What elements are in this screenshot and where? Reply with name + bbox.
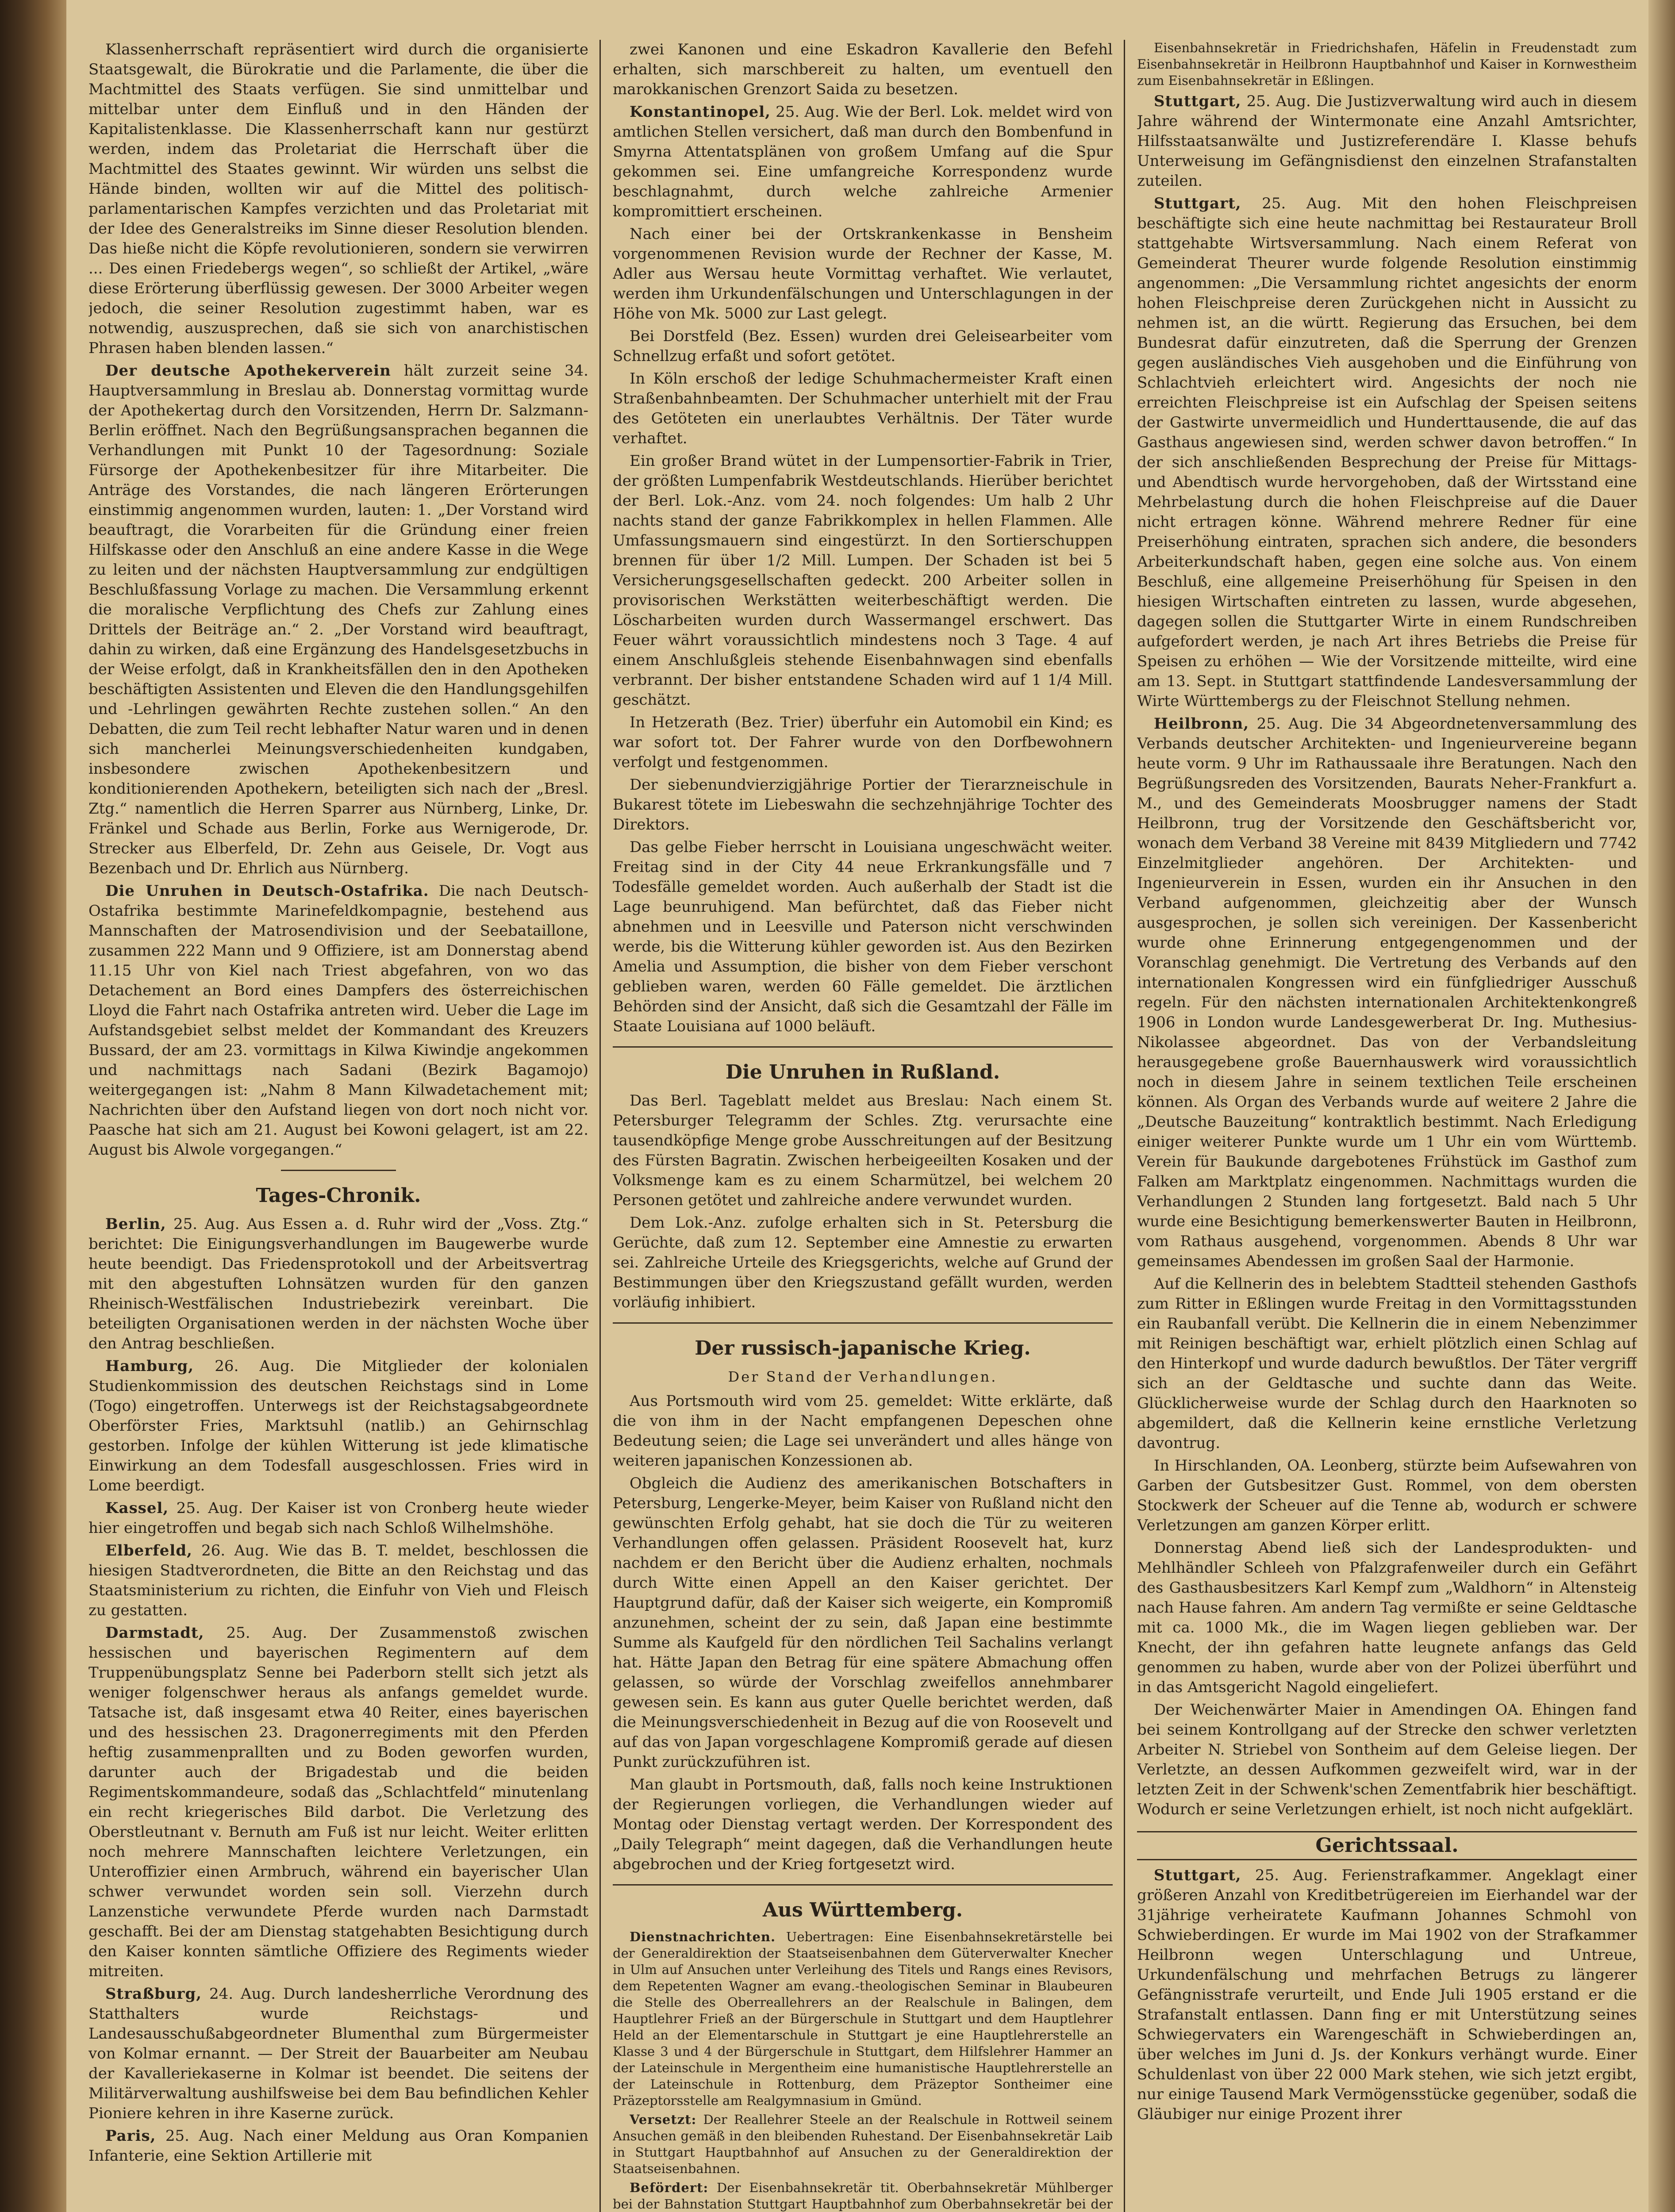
article-paragraph [613, 451, 1113, 710]
article-text: Eisenbahnsekretär in Friedrichshafen, Häfelin in Freudenstadt zum Eisenbahnsekretär in Heilbronn Hauptbahnhof und Kaiser in Kornwestheim zum Eisenbahnsekretär in Eßlingen. [1137, 40, 1637, 88]
article-paragraph [1137, 194, 1637, 711]
article-text: 25. Aug. Ferienstrafkammer. Angeklagt einer größeren Anzahl von Kreditbetrügereien im Eierhandel war der 31jährige verheiratete Kaufmann Johannes Schmohl von Schwieberdingen. Er wurde im Mai 1902 von der Strafkammer Heilbronn wegen Unterschlagung und Untreue, Urkundenfälschung und mehrfachen Betrugs zu längerer Gefängnisstrafe verurteilt, und Ende Juli 1905 erstand er die Strafanstalt entlassen. Dann fing er mit Unterstützung seines Schwiegervaters ein Warengeschäft in Schwieberdingen an, über welches im Juni d. Js. der Konkurs verhängt wurde. Einer Schuldenlast von über 22 000 Mark stehen, wie sich jetzt ergibt, nur einige Tausend Mark Vermögensstücke gegenüber, sodaß die Gläubiger nur einige Prozent ihrer [1137, 1866, 1637, 2123]
book-spine [0, 0, 66, 2212]
article-paragraph [88, 1984, 588, 2124]
article-paragraph [88, 361, 588, 879]
article-lead: Stuttgart, [1154, 92, 1241, 110]
article-lead: Hamburg, [105, 1357, 194, 1375]
article-text: In Köln erschoß der ledige Schuhmachermeister Kraft einen Straßenbahnbeamten. Der Schuhmacher unterhielt mit der Frau des Getöteten ein unerlaubtes Verhältnis. Der Täter wurde verhaftet. [613, 370, 1113, 447]
column-3 [1137, 40, 1637, 2212]
article-lead: Stuttgart, [1154, 1866, 1241, 1884]
section-divider [613, 1322, 1113, 1324]
article-text: In Hetzerath (Bez. Trier) überfuhr ein Automobil ein Kind; es war sofort tot. Der Fahrer wurde von den Dorfbewohnern verfolgt und festgenommen. [613, 714, 1113, 771]
article-paragraph [1137, 1700, 1637, 1820]
article-text: hält zurzeit seine 34. Hauptversammlung in Breslau ab. Donnerstag vormittag wurde der Apothekertag durch den Vorsitzenden, Herrn Dr. Salzmann-Berlin eröffnet. Nach den Begrüßungsansprachen begannen die Verhandlungen mit Punkt 10 der Tagesordnung: Soziale Fürsorge der Apothekenbesitzer für ihre Mitarbeiter. Die Anträge des Vorstandes, die nach längeren Erörterungen einstimmig angenommen wurden, lauten: 1. „Der Vorstand wird beauftragt, die Vorarbeiten für die Gründung einer freien Hilfskasse oder den Anschluß an eine andere Kasse in die Wege zu leiten und der nächsten Hauptversammlung zur endgültigen Beschlußfassung Vorlage zu machen. Die Versammlung erkennt die moralische Verpflichtung des Chefs zur Zahlung eines Drittels der Beiträge an.“ 2. „Der Vorstand wird beauftragt, dahin zu wirken, daß eine Ergänzung des Handelsgesetzbuchs in der Weise erfolgt, daß in Krankheitsfällen den in den Apotheken beschäftigten Assistenten und Eleven die den Handlungsgehilfen und -Lehrlingen gewährten Rechte zustehen sollen.“ An den Debatten, die zum Teil recht lebhafter Natur waren und in denen sich mancherlei Meinungsverschiedenheiten kundgaben, insbesondere zwischen Apothekenbesitzern und konditionierenden Apothekern, beteiligten sich nach der „Bresl. Ztg.“ namentlich die Herren Sparrer aus Nürnberg, Linke, Dr. Fränkel und Schade aus Berlin, Forke aus Wernigerode, Dr. Strecker aus Elberfeld, Dr. Zehn aus Geisele, Dr. Vogt aus Bezenbach und Dr. Ehrlich aus Nürnberg. [88, 362, 588, 877]
article-text: 24. Aug. Durch landesherrliche Verordnung des Statthalters wurde Reichstags- und Landesausschußabgeordneter Blumenthal zum Bürgermeister von Kolmar ernannt. — Der Streit der Bauarbeiter am Neubau der Kavalleriekaserne in Kolmar ist beendet. Die seitens der Militärverwaltung aushilfsweise bei dem Bau befindlichen Kehler Pioniere kehren in ihre Kaserne zurück. [88, 1985, 588, 2122]
heading-wuerttemberg: Aus Württemberg. [762, 1899, 963, 1921]
article-text: Ein großer Brand wütet in der Lumpensortier-Fabrik in Trier, der größten Lumpenfabrik Westdeutschlands. Hierüber berichtet der Berl. Lok.-Anz. vom 24. noch folgendes: Um halb 2 Uhr nachts stand der ganze Fabrikkomplex in hellen Flammen. Alle Umfassungsmauern sind eingestürzt. In den Sortierschuppen brennen für über 1/2 Mill. Lumpen. Der Schaden ist bei 5 Versicherungsgesellschaften gedeckt. 200 Arbeiter sollen in provisorischen Werkstätten weiterbeschäftigt werden. Die Löscharbeiten wurden durch Wassermangel erschwert. Das Feuer währt voraussichtlich mindestens noch 3 Tage. 4 auf einem Anschlußgleis stehende Eisenbahnwagen sind ebenfalls verbrannt. Der bisher entstandene Schaden wird auf 1 1/4 Mill. geschätzt. [613, 452, 1113, 709]
article-paragraph [88, 1214, 588, 1354]
article-paragraph [613, 775, 1113, 835]
article-paragraph [88, 40, 588, 358]
article-text: 26. Aug. Wie das B. T. meldet, beschlossen die hiesigen Stadtverordneten, die Bitte an den Reichstag und das Staatsministerium zu richten, die Einfuhr von Vieh und Fleisch zu gestatten. [88, 1542, 588, 1619]
article-paragraph [613, 224, 1113, 324]
heading-gerichtssaal: Gerichtssaal. [1137, 1831, 1637, 1860]
article-text: 25. Aug. Nach einer Meldung aus Oran Kompanien Infanterie, eine Sektion Artillerie mit [88, 2127, 588, 2165]
article-lead: Kassel, [105, 1499, 169, 1517]
article-text: 25. Aug. Der Zusammenstoß zwischen hessischen und bayerischen Regimentern auf dem Truppenübungsplatz Senne bei Paderborn stellt sich jetzt als weniger folgenschwer heraus als anfangs gemeldet wurde. Tatsache ist, daß insgesamt etwa 40 Reiter, eines bayerischen und des hessischen 23. Dragonerregiments mit den Pferden heftig zusammenprallten und zu Boden geworfen wurden, darunter auch der Brigadestab und die beiden Regimentskommandeure, sodaß das „Schlachtfeld“ minutenlang ein recht kriegerisches Bild darbot. Die Verletzung des Oberstleutnant v. Bernuth am Fuß ist nur leicht. Weiter erlitten noch mehrere Mannschaften leichtere Verletzungen, ein Unteroffizier einen Armbruch, während ein bayerischer Ulan schwer verwundet worden sein soll. Vierzehn durch Lanzenstiche verwundete Pferde wurden nach Darmstadt geschafft. Bei der am Dienstag statgehabten Besichtigung durch den Kaiser konnten sämtliche Offiziere des Regiments wieder mitreiten. [88, 1624, 588, 1980]
article-lead: Darmstadt, [105, 1624, 204, 1642]
article-paragraph [613, 713, 1113, 772]
article-paragraph [1137, 714, 1637, 1271]
article-paragraph [613, 1391, 1113, 1471]
article-paragraph [613, 1213, 1113, 1313]
article-text: Nach einer bei der Ortskrankenkasse in Bensheim vorgenommenen Revision wurde der Rechner der Kasse, M. Adler aus Wersau heute Vormittag verhaftet. Wie verlautet, werden ihm Urkundenfälschungen und Unterschlagungen in der Höhe von Mk. 5000 zur Last gelegt. [613, 225, 1113, 323]
article-lead: Berlin, [105, 1215, 166, 1233]
article-paragraph [1137, 1274, 1637, 1453]
article-text: Auf die Kellnerin des in belebtem Stadtteil stehenden Gasthofs zum Ritter in Eßlingen wurde Freitag in den Vormittagsstunden ein Raubanfall verübt. Die Kellnerin die in einem Nebenzimmer mit Reinigen beschäftigt war, erhielt plötzlich einen Schlag auf den Hinterkopf und wurde dadurch bewußtlos. Der Täter vergriff sich an der Geldtasche und suchte dann das Weite. Glücklicherweise wurde der Schlag durch den Haarknoten so abgemildert, daß die Kellnerin keine ernstliche Verletzung davontrug. [1137, 1275, 1637, 1452]
article-paragraph [88, 1498, 588, 1538]
article-paragraph [1137, 1866, 1637, 2124]
heading-russland: Die Unruhen in Rußland. [725, 1061, 1000, 1083]
article-lead: Befördert: [630, 2180, 709, 2195]
article-text: Aus Portsmouth wird vom 25. gemeldet: Witte erklärte, daß die von ihm in der Nacht empfangenen Depeschen ohne Bedeutung seien; die Lage sei unverändert und alles hänge von weiteren japanischen Konzessionen ab. [613, 1392, 1113, 1470]
heading-krieg: Der russisch-japanische Krieg. [695, 1337, 1031, 1359]
article-paragraph [613, 837, 1113, 1037]
article-text: Der siebenundvierzigjährige Portier der Tierarzneischule in Bukarest tötete im Liebeswahn die sechzehnjährige Tochter des Direktors. [613, 776, 1113, 833]
article-paragraph [88, 881, 588, 1160]
article-text: Dem Lok.-Anz. zufolge erhalten sich in St. Petersburg die Gerüchte, daß zum 12. September eine Amnestie zu erwarten sei. Zahlreiche Urteile des Kriegsgerichts, welche auf Grund der Bestimmungen über den Kriegszustand gefällt wurden, werden vorläufig inhibiert. [613, 1214, 1113, 1311]
column-rule [599, 40, 601, 2212]
article-paragraph [88, 1356, 588, 1496]
article-text: Klassenherrschaft repräsentiert wird durch die organisierte Staatsgewalt, die Bürokratie und die Parlamente, die über die Machtmittel des Staats verfügen. Sie sind unmittelbar und mittelbar unter dem Einfluß und in den Händen der Kapitalistenklasse. Die Klassenherrschaft kann nur gestürzt werden, indem das Proletariat die Herrschaft über die Machtmittel des Staates gewinnt. Wir würden uns selbst die Hände binden, wollten wir auf die Mittel des politisch-parlamentarischen Kampfes verzichten und das Proletariat mit der Idee des Generalstreiks im Sinne dieser Resolution blenden. Das hieße nicht die Köpfe revolutionieren, sondern sie verwirren ... Des einen Friedebergs wegen“, so schließt der Artikel, „wäre diese Erörterung überflüssig gewesen. Der 3000 Arbeiter wegen jedoch, die seiner Resolution zugestimmt haben, war es notwendig, auszusprechen, daß sie sich von anarchistischen Phrasen haben blenden lassen.“ [88, 41, 588, 357]
article-lead: Der deutsche Apothekerverein [105, 362, 391, 380]
article-lead: Versetzt: [630, 2112, 697, 2127]
article-text: Die nach Deutsch-Ostafrika bestimmte Marinefeldkompagnie, bestehend aus Mannschaften der Matrosendivision und der Seebataillone, zusammen 222 Mann und 9 Offiziere, ist am Donnerstag abend 11.15 Uhr von Kiel nach Triest abgefahren, von wo das Detachement an Bord eines Dampfers des österreichischen Lloyd die Fahrt nach Ostafrika antreten wird. Ueber die Lage im Aufstandsgebiet selbst meldet der Kommandant des Kreuzers Bussard, der am 23. vormittags in Kilwa Kiwindje angekommen und nachmittags nach Sadani (Bezirk Bagamojo) weitergegangen ist: „Nahm 8 Mann Kilwadetachement mit; Nachrichten über den Aufstand liegen von dort noch nicht vor. Paasche hat sich am 21. August bei Kowoni gelagert, ist am 22. August bis Alwole vorgegangen.“ [88, 882, 588, 1159]
article-text: 25. Aug. Die Justizverwaltung wird auch in diesem Jahre während der Wintermonate eine Anzahl Amtsrichter, Hilfsstaatsanwälte und Justizreferendäre I. Klasse behufs Unterweisung im Gefängnisdienst den einzelnen Strafanstalten zuteilen. [1137, 92, 1637, 190]
article-paragraph [88, 1541, 588, 1621]
column-1 [88, 40, 588, 2212]
article-lead: Dienstnachrichten. [630, 1929, 776, 1944]
column-2 [613, 40, 1113, 2212]
column-rule [1124, 40, 1125, 2212]
article-paragraph [613, 40, 1113, 100]
article-paragraph [1137, 92, 1637, 191]
article-text: Uebertragen: Eine Eisenbahnsekretärstelle bei der Generaldirektion der Staatseisenbahnen dem Güterverwalter Knecher in Ulm auf Ansuchen unter Verleihung des Titels und Rangs eines Revisors, dem Repetenten Wagner am evang.-theologischen Seminar in Blaubeuren die Stelle des Oberreallehrers an der Realschule in Balingen, dem Hauptlehrer Frieß an der Bürgerschule in Stuttgart und dem Hauptlehrer Held an der Elementarschule in Stuttgart je eine Hauptlehrerstelle an Klasse 3 und 4 der Bürgerschule in Stuttgart, dem Hilfslehrer Hammer an der Lateinschule in Mergentheim eine humanistische Hauptlehrerstelle an der Lateinschule in Rottenburg, dem Präzeptor Sontheimer eine Präzeptorsstelle am Realgymnasium in Gmünd. [613, 1929, 1113, 2108]
article-text: zwei Kanonen und eine Eskadron Kavallerie den Befehl erhalten, sich marschbereit zu halten, um eventuell den marokkanischen Grenzort Saida zu besetzen. [613, 41, 1113, 98]
newspaper-page [88, 40, 1641, 2212]
article-text: Man glaubt in Portsmouth, daß, falls noch keine Instruktionen der Regierungen vorliegen, die Verhandlungen wieder auf Montag oder Dienstag vertagt werden. Der Korrespondent des „Daily Telegraph“ meint dagegen, daß die Verhandlungen heute abgebrochen und der Krieg fortgesetzt wird. [613, 1776, 1113, 1873]
article-text: 25. Aug. Die 34 Abgeordnetenversammlung des Verbands deutscher Architekten- und Ingenieurvereine begann heute vorm. 9 Uhr im Rathaussaale ihre Beratungen. Nach den Begrüßungsreden des Vorsitzenden, Baurats Neher-Frankfurt a. M., und des Gemeinderats Moosbrugger namens der Stadt Heilbronn, trug der Vorsitzende den Geschäftsbericht vor, wonach dem Verband 38 Vereine mit 8439 Mitgliedern und 7742 Einzelmitglieder angehören. Der Architekten- und Ingenieurverein in Essen, wurden ein ihr Ansuchen in den Verband aufgenommen, gleichzeitig aber der Wunsch ausgesprochen, je sollen sich vereinigen. Der Kassenbericht wurde ohne Erinnerung entgegengenommen und der Voranschlag genehmigt. Die Vertretung des Verbands auf den internationalen Kongressen wird ein fünfgliedriger Ausschuß regeln. Für den nächsten internationalen Architektenkongreß 1906 in London wurde Landesgewerberat Dr. Ing. Muthesius-Nikolassee abgeordnet. Das von der Verbandsleitung herausgegebene große Bauernhauswerk wird voraussichtlich noch in diesem Jahre in seinem textlichen Teile erscheinen können. Als Organ des Verbands wurde auf weitere 2 Jahre die „Deutsche Bauzeitung“ kontraktlich bestimmt. Nach Erledigung einiger weiterer Punkte wurde um 1 Uhr ein vom Württemb. Verein für Baukunde dargebotenes Frühstück im Gasthof zum Falken am Marktplatz eingenommen. Nachmittags wurden die Verhandlungen 2 Stunden lang fortgesetzt. Bald nach 5 Uhr wurde eine Besichtigung bemerkenswerter Bauten in Heilbronn, vom Rathaus ausgehend, vorgenommen. Abends 8 Uhr war gemeinsames Abendessen im großen Saal der Harmonie. [1137, 715, 1637, 1270]
article-text: Das gelbe Fieber herrscht in Louisiana ungeschwächt weiter. Freitag sind in der City 44 neue Erkrankungsfälle und 7 Todesfälle gemeldet worden. Auch außerhalb der Stadt ist die Lage beunruhigend. Man befürchtet, daß das Fieber nicht abnehmen und in Leesville und Paterson nicht verschwinden werde, bis die Witterung kühler geworden ist. Aus den Bezirken Amelia und Assumption, die bisher von dem Fieber verschont geblieben waren, werden 60 Fälle gemeldet. Die ärztlichen Behörden sind der Ansicht, daß sich die Gesamtzahl der Fälle im Staate Louisiana auf 1000 beläuft. [613, 838, 1113, 1035]
section-divider [613, 1046, 1113, 1048]
article-paragraph [613, 2112, 1113, 2177]
article-paragraph [613, 102, 1113, 222]
article-text: In Hirschlanden, OA. Leonberg, stürzte beim Aufsewahren von Garben der Gutsbesitzer Gust. Rommel, von dem obersten Stockwerk der Scheuer auf die Tenne ab, wodurch er schwere Verletzungen am ganzen Körper erlitt. [1137, 1457, 1637, 1534]
article-paragraph [613, 326, 1113, 366]
article-text: 25. Aug. Aus Essen a. d. Ruhr wird der „Voss. Ztg.“ berichtet: Die Einigungsverhandlungen im Baugewerbe wurde heute beendigt. Das Friedensprotokoll und der Arbeitsvertrag mit den abgestuften Lohnsätzen wurden für den ganzen Rheinisch-Westfälischen Industriebezirk vereinbart. Die beteiligten Organisationen werden in der nächsten Woche über den Antrag beschließen. [88, 1215, 588, 1352]
subheading-verhandlungen: Der Stand der Verhandlungen. [728, 1368, 998, 1385]
article-text: 25. Aug. Der Kaiser ist von Cronberg heute wieder hier eingetroffen und begab sich nach Schloß Wilhelmshöhe. [88, 1499, 588, 1537]
article-lead: Elberfeld, [105, 1542, 192, 1559]
section-divider [613, 1884, 1113, 1886]
article-paragraph [613, 1474, 1113, 1772]
article-lead: Konstantinopel, [630, 103, 771, 121]
article-lead: Die Unruhen in Deutsch-Ostafrika. [105, 882, 429, 900]
article-lead: Stuttgart, [1154, 195, 1241, 212]
article-paragraph [1137, 40, 1637, 89]
article-text: 25. Aug. Mit den hohen Fleischpreisen beschäftigte sich eine heute nachmittag bei Restaurateur Broll stattgehabte Wirtsversammlung. Nach einem Referat von Gemeinderat Theurer wurde folgende Resolution einstimmig angenommen: „Die Versammlung richtet angesichts der enorm hohen Fleischpreise deren Zurückgehen nicht in Aussicht zu nehmen ist, an die württ. Regierung das Ersuchen, bei dem Bundesrat dafür einzutreten, daß die Sperrung der Grenzen gegen ausländisches Vieh ausgehoben und die Einführung von Schlachtvieh erleichtert wird. Angesichts der noch nie erreichten Fleischpreise ist ein Aufschlag der Speisen seitens der Gastwirte unvermeidlich und Hunderttausende, die auf das Gasthaus angewiesen sind, werden schwer davon betroffen.“ In der sich anschließenden Besprechung der Preise für Mittags- und Abendtisch wurde hervorgehoben, daß der Wirtsstand eine Mehrbelastung durch die hohen Fleischpreise auf die Dauer nicht ertragen könne. Während mehrere Redner für eine Preiserhöhung eintraten, sprachen sich andere, die besonders Arbeiterkundschaft haben, gegen eine solche aus. Von einem Beschluß, eine allgemeine Preiserhöhung für Speisen in den hiesigen Wirtschaften eintreten zu lassen, wurde abgesehen, dagegen sollen die Stuttgarter Wirte in einem Rundschreiben aufgefordert werden, je nach Art ihres Betriebs die Preise für Speisen zu erhöhen — Wie der Vorsitzende mitteilte, wird eine am 13. Sept. in Stuttgart stattfindende Landesversammlung der Wirte Württembergs zu der Fleischnot Stellung nehmen. [1137, 195, 1637, 710]
article-paragraph [613, 2180, 1113, 2212]
article-text: Donnerstag Abend ließ sich der Landesprodukten- und Mehlhändler Schleeh von Pfalzgrafenweiler durch ein Gefährt des Gasthausbesitzers Karl Kempf zum „Waldhorn“ in Altensteig nach Hause fahren. Am andern Tag vermißte er seine Geldtasche mit ca. 1000 Mk., die im Wagen liegen geblieben war. Der Knecht, der ihn gefahren hatte leugnete anfangs das Geld genommen zu haben, wurde aber von der Polizei überführt und in das Amtsgericht Nagold eingeliefert. [1137, 1539, 1637, 1696]
article-text: Obgleich die Audienz des amerikanischen Botschafters in Petersburg, Lengerke-Meyer, beim Kaiser von Rußland nicht den gewünschten Erfolg gehabt, hat sie doch die Tür zu weiteren Verhandlungen offen gelassen. Präsident Roosevelt hat, kurz nachdem er den Bericht über die Audienz erhalten, nochmals durch Witte einen Appell an den Kaiser gerichtet. Der Hauptgrund dafür, daß der Kaiser sich weigerte, ein Kompromiß anzunehmen, scheint der zu sein, daß Japan eine bestimmte Summe als Kaufgeld für den nördlichen Teil Sachalins verlangt hat. Hätte Japan den Betrag für eine spätere Abmachung offen gelassen, so würde der Vorschlag zweifellos annehmbarer gewesen sein. Es kann aus guter Quelle berichtet werden, daß die Meinungsverschiedenheit in Bezug auf die von Roosevelt und auf das von Japan vorgeschlagene Kompromiß gerade auf diesen Punkt zurückzuführen ist. [613, 1475, 1113, 1771]
article-lead: Paris, [105, 2127, 156, 2145]
article-paragraph [1137, 1538, 1637, 1697]
article-paragraph [1137, 1456, 1637, 1536]
heading-tageschronik: Tages-Chronik. [256, 1184, 421, 1207]
article-paragraph [613, 1929, 1113, 2109]
article-paragraph [613, 1775, 1113, 1874]
article-text: Bei Dorstfeld (Bez. Essen) wurden drei Geleisearbeiter vom Schnellzug erfaßt und sofort getötet. [613, 327, 1113, 365]
article-paragraph [88, 2126, 588, 2166]
article-paragraph [613, 1091, 1113, 1210]
article-text: 26. Aug. Die Mitglieder der kolonialen Studienkommission des deutschen Reichstags sind in Lome (Togo) eingetroffen. Unterwegs ist der Reichstagsabgeordnete Oberförster Fries, Marktsuhl (natlib.) an Gehirnschlag gestorben. Infolge der kühlen Witterung ist jede klimatische Einwirkung an dem Todesfall ausgeschlossen. Fries wird in Lome beerdigt. [88, 1357, 588, 1494]
section-divider [281, 1170, 396, 1171]
article-text: 25. Aug. Wie der Berl. Lok. meldet wird von amtlichen Stellen versichert, daß man durch den Bombenfund in Smyrna Attentatsplänen von großem Umfang auf die Spur gekommen sei. Eine umfangreiche Korrespondenz wurde beschlagnahmt, durch welche zahlreiche Armenier kompromittiert erscheinen. [613, 103, 1113, 220]
page-edge [1648, 0, 1675, 2212]
article-text: Der Reallehrer Steele an der Realschule in Rottweil seinem Ansuchen gemäß in den bleibenden Ruhestand. Der Eisenbahnsekretär Laib in Stuttgart Hauptbahnhof auf Ansuchen zu der Generaldirektion der Staatseisenbahnen. [613, 2112, 1113, 2176]
article-lead: Straßburg, [105, 1985, 202, 2003]
article-paragraph [613, 369, 1113, 449]
article-text: Das Berl. Tageblatt meldet aus Breslau: Nach einem St. Petersburger Telegramm der Schles. Ztg. verursachte eine tausendköpfige Menge grobe Ausschreitungen auf der Besitzung des Fürsten Bagratin. Zwischen herbeigeeilten Kosaken und der Volksmenge kam es zu einem Scharmützel, bei welchem 20 Personen getötet und zahlreiche andere verwundet wurden. [613, 1092, 1113, 1209]
article-paragraph [88, 1623, 588, 1982]
article-text: Der Eisenbahnsekretär tit. Oberbahnsekretär Mühlberger bei der Bahnstation Stuttgart Hauptbahnhof zum Oberbahnsekretär bei der [613, 2180, 1113, 2212]
article-lead: Heilbronn, [1154, 715, 1249, 733]
article-text: Der Weichenwärter Maier in Amendingen OA. Ehingen fand bei seinem Kontrollgang auf der Strecke den schwer verletzten Arbeiter N. Striebel von Sontheim auf dem Geleise liegen. Der Verletzte, an dessen Aufkommen gezweifelt wird, war in der letzten Zeit in der Schwenk'schen Zementfabrik hier beschäftigt. Wodurch er seine Verletzungen erhielt, ist noch nicht aufgeklärt. [1137, 1701, 1637, 1818]
